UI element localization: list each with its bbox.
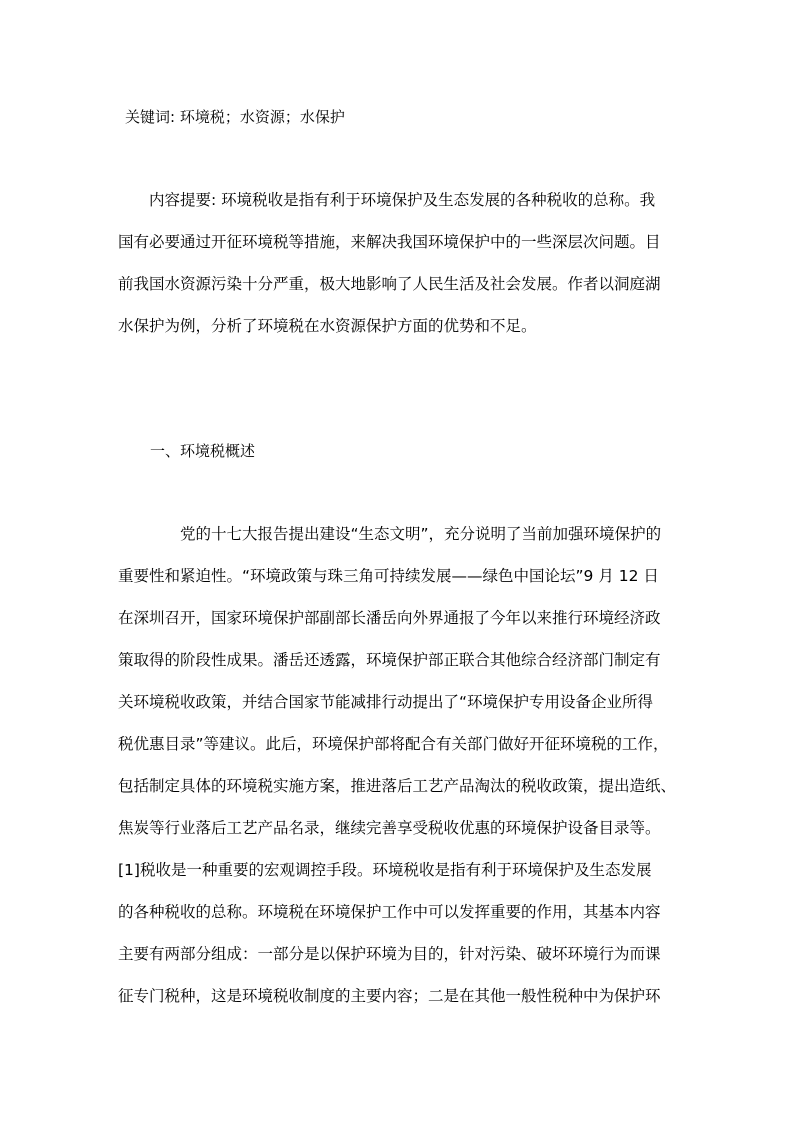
body-line: [1]税收是一种重要的宏观调控手段。环境税收是指有利于环境保护及生态发展: [118, 861, 652, 879]
abstract-line: 国有必要通过开征环境税等措施，来解决我国环境保护中的一些深层次问题。目: [118, 233, 661, 251]
body-line: 税优惠目录”等建议。此后，环境保护部将配合有关部门做好开征环境税的工作，: [118, 735, 669, 753]
abstract-line: 前我国水资源污染十分严重，极大地影响了人民生活及社会发展。作者以洞庭湖: [118, 275, 661, 293]
body-line: 关环境税收政策，并结合国家节能减排行动提出了“环境保护专用设备企业所得: [118, 693, 654, 711]
body-line: 策取得的阶段性成果。潘岳还透露，环境保护部正联合其他综合经济部门制定有: [118, 651, 661, 669]
body-line: 包括制定具体的环境税实施方案，推进落后工艺产品淘汰的税收政策，提出造纸、: [118, 777, 677, 795]
body-line: 焦炭等行业落后工艺产品名录，继续完善享受税收优惠的环境保护设备目录等。: [118, 819, 661, 837]
body-line: 重要性和紧迫性。“环境政策与珠三角可持续发展——绿色中国论坛”9 月 12 日: [118, 567, 659, 585]
body-line: 在深圳召开，国家环境保护部副部长潘岳向外界通报了今年以来推行环境经济政: [118, 609, 661, 627]
body-line: 党的十七大报告提出建设“生态文明”，充分说明了当前加强环境保护的: [118, 525, 662, 543]
keywords-line: 关键词: 环境税；水资源；水保护: [125, 108, 345, 126]
body-line: 的各种税收的总称。环境税在环境保护工作中可以发挥重要的作用，其基本内容: [118, 903, 661, 921]
abstract-line: 水保护为例，分析了环境税在水资源保护方面的优势和不足。: [118, 317, 537, 335]
section-heading: 一、环境税概述: [150, 442, 256, 460]
abstract-line: 内容提要: 环境税收是指有利于环境保护及生态发展的各种税收的总称。我: [118, 191, 656, 209]
body-line: 主要有两部分组成：一部分是以保护环境为目的，针对污染、破坏环境行为而课: [118, 945, 661, 963]
body-line: 征专门税种，这是环境税收制度的主要内容；二是在其他一般性税种中为保护环: [118, 987, 661, 1005]
